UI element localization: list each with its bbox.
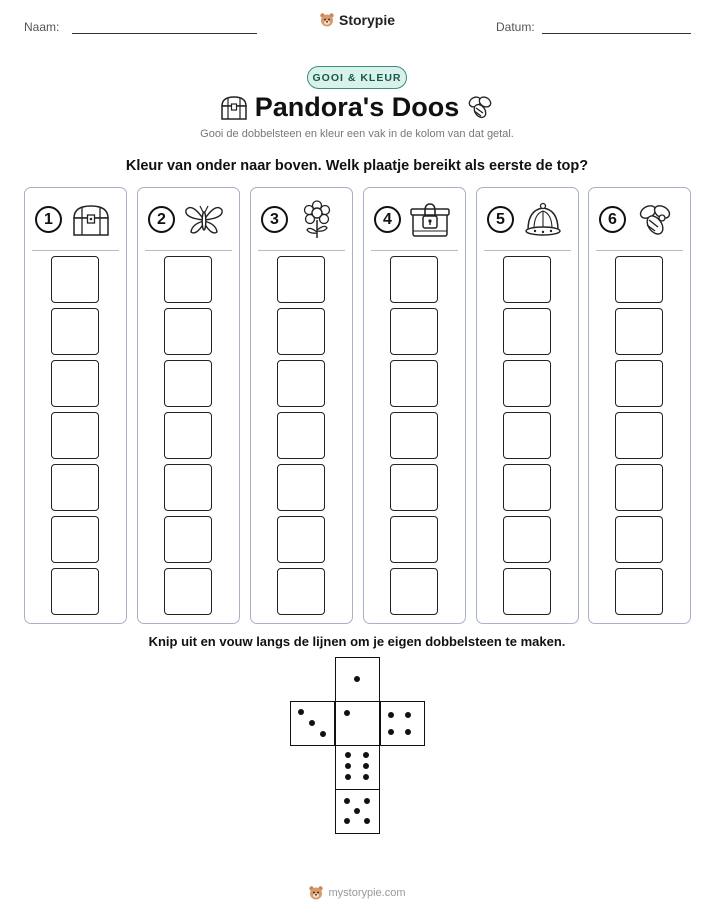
- date-label: Datum:: [496, 20, 535, 34]
- color-box[interactable]: [164, 308, 212, 355]
- column-4: [363, 187, 466, 624]
- color-box[interactable]: [503, 516, 551, 563]
- color-box[interactable]: [277, 516, 325, 563]
- column-divider: [596, 250, 683, 251]
- color-box[interactable]: [615, 516, 663, 563]
- color-box[interactable]: [51, 464, 99, 511]
- column-divider: [32, 250, 119, 251]
- column-1: [24, 187, 127, 624]
- color-box[interactable]: [390, 516, 438, 563]
- pip: [345, 763, 351, 769]
- color-box[interactable]: [615, 256, 663, 303]
- pip: [344, 798, 350, 804]
- column-6: [588, 187, 691, 624]
- name-line: [72, 33, 257, 34]
- die-face-4: [380, 701, 425, 746]
- color-box[interactable]: [390, 464, 438, 511]
- color-box[interactable]: [615, 412, 663, 459]
- color-box[interactable]: [51, 256, 99, 303]
- color-box[interactable]: [615, 360, 663, 407]
- color-box[interactable]: [164, 256, 212, 303]
- butterfly-icon: [182, 200, 226, 240]
- column-2: [137, 187, 240, 624]
- column-5: [476, 187, 579, 624]
- die-face-5: [335, 789, 380, 834]
- bear-logo-icon: [319, 12, 335, 28]
- bear-logo-icon: [308, 885, 324, 901]
- color-box[interactable]: [390, 256, 438, 303]
- bee-icon: [464, 92, 496, 124]
- color-box[interactable]: [277, 360, 325, 407]
- color-box[interactable]: [51, 308, 99, 355]
- crown-icon: [521, 200, 565, 240]
- color-box[interactable]: [164, 412, 212, 459]
- color-box[interactable]: [51, 516, 99, 563]
- column-number: 4: [374, 206, 401, 233]
- color-box[interactable]: [390, 412, 438, 459]
- color-box[interactable]: [277, 412, 325, 459]
- column-number: 6: [599, 206, 626, 233]
- color-box[interactable]: [503, 464, 551, 511]
- bee-icon: [633, 200, 677, 240]
- pip: [388, 712, 394, 718]
- color-box[interactable]: [164, 568, 212, 615]
- pip: [309, 720, 315, 726]
- color-box[interactable]: [390, 568, 438, 615]
- column-divider: [258, 250, 345, 251]
- pip: [388, 729, 394, 735]
- die-face-3: [290, 701, 335, 746]
- pip: [405, 729, 411, 735]
- footer: [0, 885, 714, 901]
- column-divider: [484, 250, 571, 251]
- column-divider: [145, 250, 232, 251]
- color-box[interactable]: [390, 360, 438, 407]
- column-number: 3: [261, 206, 288, 233]
- color-box[interactable]: [51, 412, 99, 459]
- date-line: [542, 33, 691, 34]
- color-box[interactable]: [615, 568, 663, 615]
- color-box[interactable]: [615, 308, 663, 355]
- treasure-chest-icon: [69, 200, 113, 240]
- pip: [364, 798, 370, 804]
- pip: [405, 712, 411, 718]
- footer-url[interactable]: mystorypie.com: [328, 887, 406, 899]
- die-face-1-top: [335, 657, 380, 702]
- die-face-6: [335, 745, 380, 790]
- color-box[interactable]: [277, 256, 325, 303]
- page-title: Pandora's Doos: [254, 92, 460, 122]
- pip: [298, 709, 304, 715]
- color-box[interactable]: [51, 568, 99, 615]
- instruction-text: Kleur van onder naar boven. Welk plaatje bereikt als eerste de top?: [125, 158, 589, 174]
- pip: [320, 731, 326, 737]
- color-box[interactable]: [277, 568, 325, 615]
- cut-instruction: Knip uit en vouw langs de lijnen om je eigen dobbelsteen te maken.: [148, 634, 566, 649]
- pip: [345, 774, 351, 780]
- locked-box-icon: [408, 200, 452, 240]
- color-box[interactable]: [503, 412, 551, 459]
- pip: [345, 752, 351, 758]
- color-box[interactable]: [503, 568, 551, 615]
- color-box[interactable]: [503, 360, 551, 407]
- color-box[interactable]: [277, 308, 325, 355]
- column-3: [250, 187, 353, 624]
- race-columns: [24, 187, 691, 624]
- die-face-1-center: [335, 701, 380, 746]
- name-label: Naam:: [24, 20, 60, 34]
- color-box[interactable]: [615, 464, 663, 511]
- column-number: 5: [487, 206, 514, 233]
- color-box[interactable]: [164, 464, 212, 511]
- activity-badge: GOOI & KLEUR: [307, 66, 407, 89]
- pip: [364, 818, 370, 824]
- color-box[interactable]: [390, 308, 438, 355]
- color-box[interactable]: [503, 256, 551, 303]
- color-box[interactable]: [277, 464, 325, 511]
- brand-name: Storypie: [338, 12, 395, 28]
- pip: [344, 710, 350, 716]
- pip: [354, 808, 360, 814]
- color-box[interactable]: [164, 516, 212, 563]
- color-box[interactable]: [164, 360, 212, 407]
- column-divider: [371, 250, 458, 251]
- column-number: 1: [35, 206, 62, 233]
- pip: [363, 774, 369, 780]
- pip: [354, 676, 360, 682]
- page-subtitle: Gooi de dobbelsteen en kleur een vak in de kolom van dat getal.: [200, 128, 514, 140]
- pip: [344, 818, 350, 824]
- color-box[interactable]: [503, 308, 551, 355]
- color-box[interactable]: [51, 360, 99, 407]
- pip: [363, 763, 369, 769]
- brand-logo: [0, 12, 714, 28]
- flower-icon: [295, 200, 339, 240]
- column-number: 2: [148, 206, 175, 233]
- pip: [363, 752, 369, 758]
